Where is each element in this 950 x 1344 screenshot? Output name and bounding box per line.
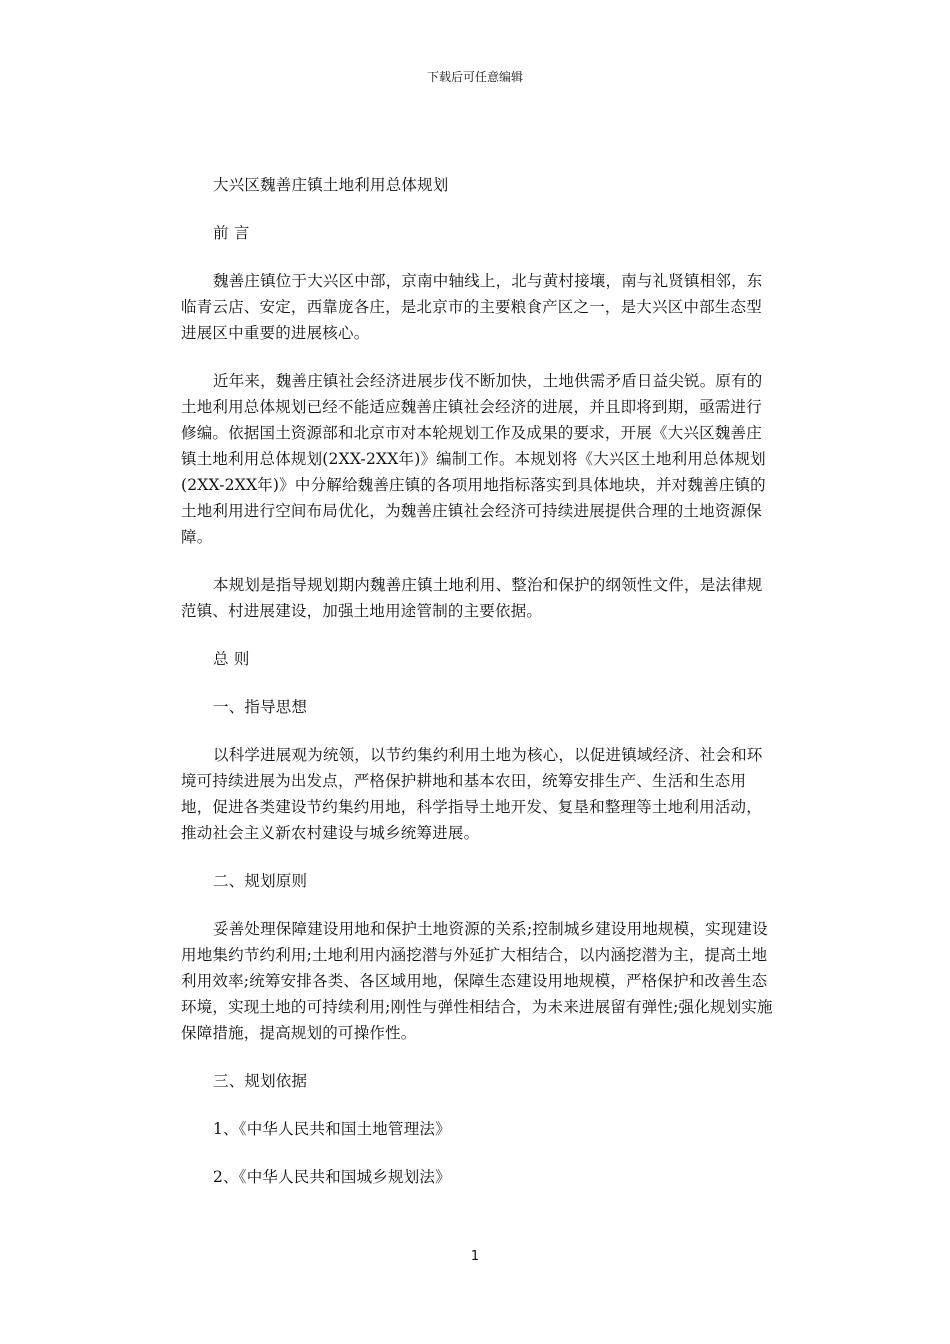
document-title: 大兴区魏善庄镇土地利用总体规划 bbox=[213, 176, 449, 194]
paragraph-guiding-ideology: 以科学进展观为统领，以节约集约利用土地为核心，以促进镇域经济、社会和环境可持续进展为出发点，严格保护耕地和基本农田，统筹安排生产、生活和生态用地，促进各类建设节约集约用地，科学指导土地开发、复垦和整理等土地利用活动，推动社会主义新农村建设与城乡统筹进展。 bbox=[181, 746, 763, 842]
foreword-heading: 前 言 bbox=[213, 224, 250, 242]
basis-list-item: 1、《中华人民共和国土地管理法》 bbox=[213, 1120, 451, 1138]
paragraph-intro: 魏善庄镇位于大兴区中部，京南中轴线上，北与黄村接壤，南与礼贤镇相邻，东临青云店、安定，西靠庞各庄，是北京市的主要粮食产区之一，是大兴区中部生态型进展区中重要的进展核心。 bbox=[181, 272, 763, 342]
section-guiding-ideology-heading: 一、指导思想 bbox=[213, 698, 308, 716]
section-planning-principles-heading: 二、规划原则 bbox=[213, 872, 308, 890]
document-body bbox=[181, 172, 777, 1190]
header-note: 下载后可任意编辑 bbox=[426, 70, 523, 84]
section-planning-basis-heading: 三、规划依据 bbox=[213, 1072, 308, 1090]
page-number: 1 bbox=[470, 1249, 480, 1264]
paragraph-recent-development: 近年来，魏善庄镇社会经济进展步伐不断加快，土地供需矛盾日益尖锐。原有的土地利用总体规划已经不能适应魏善庄镇社会经济的进展，并且即将到期，亟需进行修编。依据国土资源部和北京市对本轮规划工作及成果的要求，开展《大兴区魏善庄镇土地利用总体规划(2XX-2XX年)》编制工作。本规划将《大兴区土地利用总体规划(2XX-2XX年)》中分解给魏善庄镇的各项用地指标落实到具体地块，并对魏善庄镇的土地利用进行空间布局优化，为魏善庄镇社会经济可持续进展提供合理的土地资源保障。 bbox=[181, 372, 766, 546]
paragraph-planning-principles: 妥善处理保障建设用地和保护土地资源的关系;控制城乡建设用地规模，实现建设用地集约节约利用;土地利用内涵挖潜与外延扩大相结合，以内涵挖潜为主，提高土地利用效率;统筹安排各类、各区域用地，保障生态建设用地规模，严格保护和改善生态环境，实现土地的可持续利用;刚性与弹性相结合，为未来进展留有弹性;强化规划实施保障措施，提高规划的可操作性。 bbox=[181, 920, 773, 1042]
basis-list-item: 2、《中华人民共和国城乡规划法》 bbox=[213, 1168, 451, 1186]
general-provisions-heading: 总 则 bbox=[213, 650, 250, 668]
paragraph-plan-nature: 本规划是指导规划期内魏善庄镇土地利用、整治和保护的纲领性文件，是法律规范镇、村进展建设，加强土地用途管制的主要依据。 bbox=[181, 576, 763, 620]
